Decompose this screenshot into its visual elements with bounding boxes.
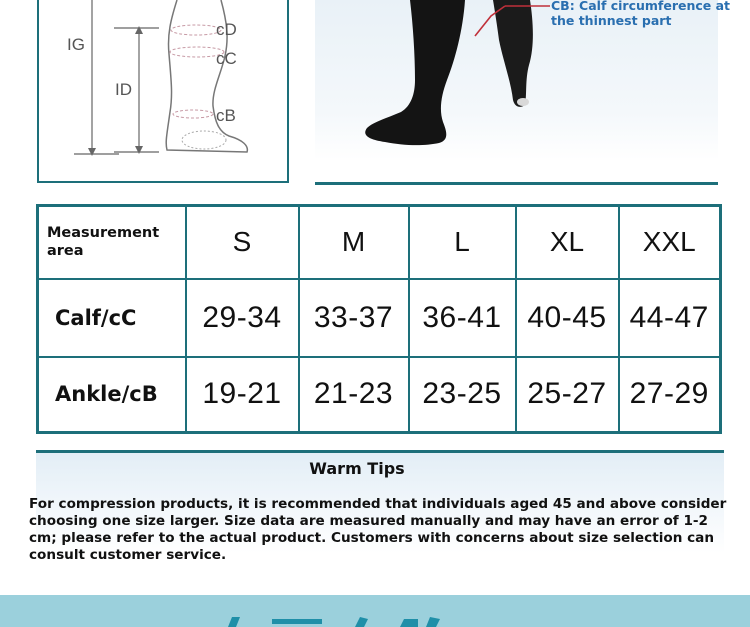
- size-s-header: S: [186, 206, 299, 279]
- ankle-row-label: Ankle/cB: [38, 357, 186, 433]
- measurement-area-header: Measurement area: [38, 206, 186, 279]
- photo-divider: [315, 182, 718, 185]
- table-header-row: [38, 206, 721, 279]
- table-cell: 40-45: [516, 279, 619, 357]
- cd-label: cD: [216, 20, 237, 39]
- table-cell: 29-34: [186, 279, 299, 357]
- size-m-header: M: [299, 206, 409, 279]
- cc-label: cC: [216, 49, 237, 68]
- leg-measurement-diagram: [37, 0, 289, 183]
- table-cell: 36-41: [409, 279, 516, 357]
- next-section-banner: [0, 595, 750, 627]
- table-cell: 23-25: [409, 357, 516, 433]
- table-row: [38, 279, 721, 357]
- warm-tips-title: Warm Tips: [309, 459, 405, 478]
- leg-outline-illustration: [39, 0, 291, 183]
- table-cell: 25-27: [516, 357, 619, 433]
- table-cell: 27-29: [619, 357, 721, 433]
- size-l-header: L: [409, 206, 516, 279]
- table-cell: 21-23: [299, 357, 409, 433]
- table-row: [38, 357, 721, 433]
- warm-tips-text: For compression products, it is recommended that individuals aged 45 and above consider choosing one size larger. Size data are measured manually and may have an error of 1-2 cm; please refer to the actual product. Customers with concerns about size selection can consult customer service.: [29, 496, 727, 563]
- ig-label: IG: [67, 35, 85, 54]
- table-cell: 44-47: [619, 279, 721, 357]
- table-cell: 19-21: [186, 357, 299, 433]
- size-xxl-header: XXL: [619, 206, 721, 279]
- size-table: [36, 204, 722, 434]
- table-cell: 33-37: [299, 279, 409, 357]
- size-xl-header: XL: [516, 206, 619, 279]
- calf-circumference-callout: CB: Calf circumference at the thinnest part: [551, 0, 731, 28]
- banner-heading-fragment: [0, 595, 750, 627]
- calf-row-label: Calf/cC: [38, 279, 186, 357]
- id-label: ID: [115, 80, 132, 99]
- cb-label: cB: [216, 106, 236, 125]
